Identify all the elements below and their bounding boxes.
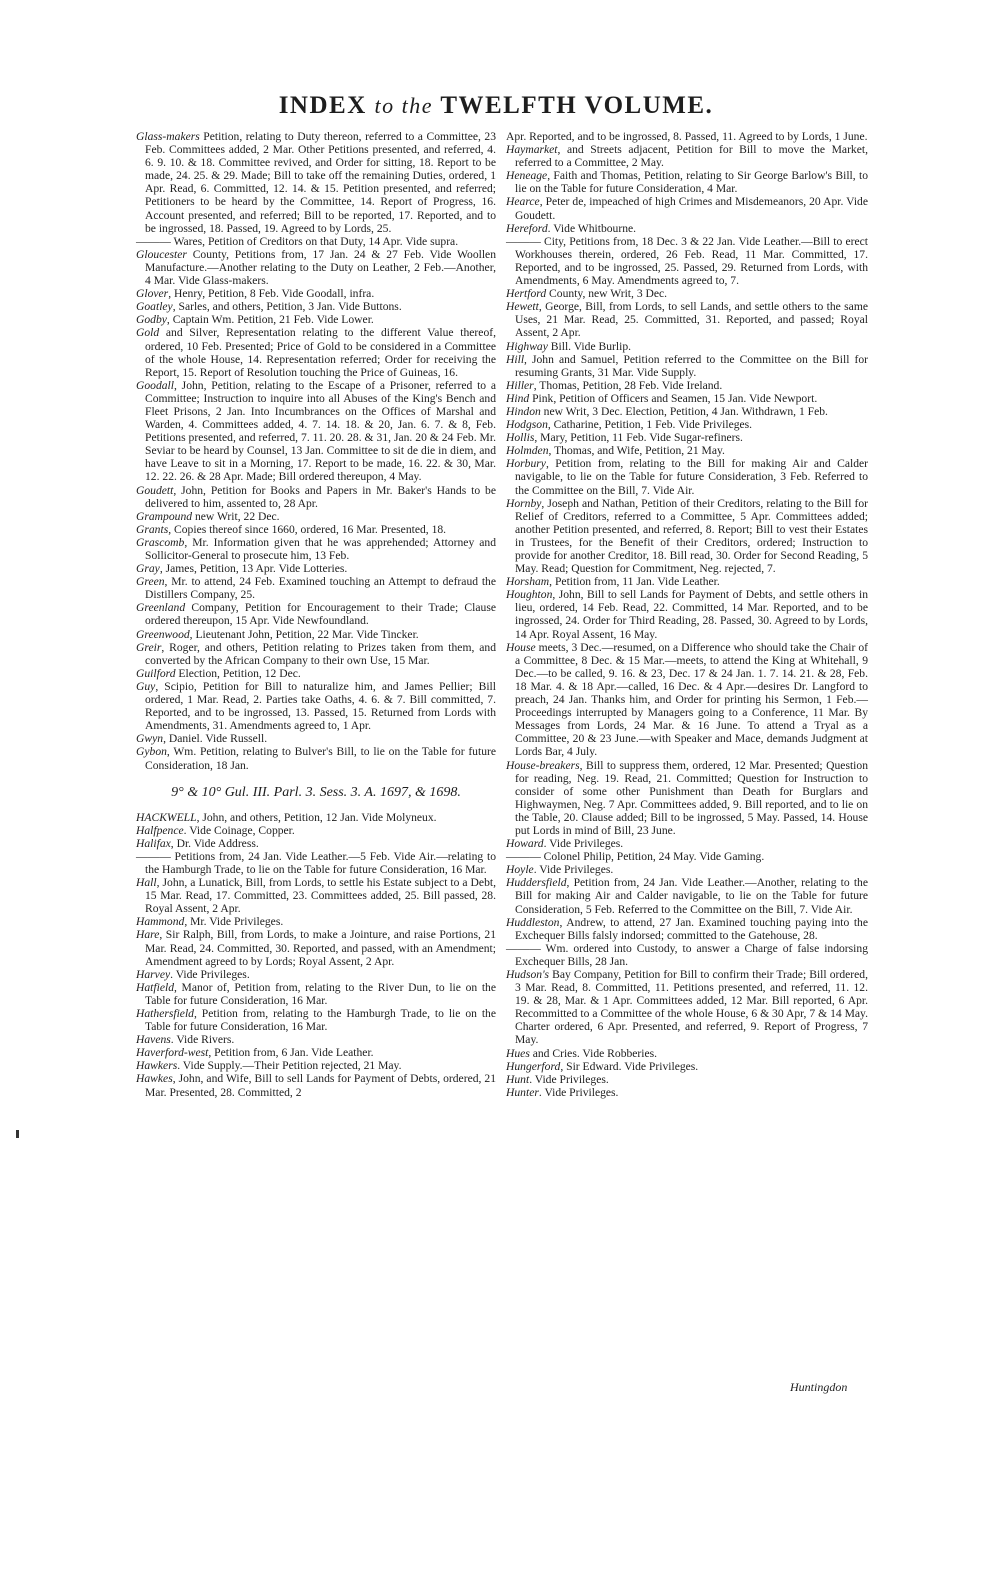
index-entry <box>506 222 868 235</box>
entry-headword: Hind <box>506 391 530 405</box>
entry-headword: Grascomb <box>136 535 185 549</box>
entry-text: Election, Petition, 12 Dec. <box>175 666 301 680</box>
entry-text: , James, Petition, 13 Apr. Vide Lotteries. <box>159 562 348 576</box>
entry-headword: Halifax <box>136 836 171 850</box>
entry-headword: Guilford <box>136 666 176 680</box>
entry-headword: Greir <box>136 640 162 654</box>
index-entry <box>136 130 496 235</box>
entry-text: , Wm. Petition, relating to Bulver's Bill, to lie on the Table for future Consideration, 18 Jan. <box>145 745 496 772</box>
index-entry <box>136 1046 496 1059</box>
entry-headword: Hathersfield <box>136 1007 194 1020</box>
entry-headword: Highway <box>506 339 548 353</box>
entry-text: , John, a Lunatick, Bill, from Lords, to settle his Estate subject to a Debt, 15 Mar. Read, 17. Committed, 23. Committees added, 25. Bill passed, 28. Royal Assent, 2 Apr. <box>145 876 496 916</box>
entries-h-right <box>506 130 868 1099</box>
index-entry <box>506 1073 868 1086</box>
index-entry <box>136 968 496 981</box>
index-entry <box>136 326 496 378</box>
entry-headword: Greenland <box>136 601 186 615</box>
entry-text: . Vide Coinage, Copper. <box>183 823 295 837</box>
entry-text: , and Streets adjacent, Petition for Bill to move the Market, referred to a Committee, 2 May. <box>515 143 868 170</box>
entry-headword: Hawkers <box>136 1059 178 1073</box>
index-entry <box>136 628 496 641</box>
entry-headword: Huddleston <box>506 915 560 929</box>
entry-headword: Havens <box>136 1033 171 1047</box>
entry-headword: Holmden <box>506 444 549 458</box>
index-entry <box>136 811 496 824</box>
entry-text: . Vide Supply.—Their Petition rejected, 21 May. <box>177 1059 402 1073</box>
margin-mark <box>16 1130 19 1138</box>
entry-text: ——— Petitions from, 24 Jan. Vide Leather.—5 Feb. Vide Air.—relating to the Hamburgh Trade, to lie on the Table for future Consideration, 16 Mar. <box>136 849 496 876</box>
entry-text: Petition, relating to Duty thereon, referred to a Committee, 23 Feb. Committees added, 2 Mar. Other Petitions presented, and referred, 4. 6. 9. 10. & 18. Committee revived, and Order for sitting, 18. Report to be made, 24. 25. & 29. Made; Bill to take off the remaining Duties, ordered, 1 Apr. Read, 6. Committed, 12. 14. & 15. Petition presented, and referred; Petitioners to be heard by the Committee, 14. Report of Progress, 16. Account presented, and referred; Bill to be reported, 17. Reported, and to be ingrossed, 18. Passed, 19. Agreed to by Lords, 25. <box>145 130 496 235</box>
entry-text: , Sir Ralph, Bill, from Lords, to make a Jointure, and raise Portions, 21 Mar. Read, 24. Committed, 30. Reported, and passed, with an Amendment; Amendment agreed to by Lords; Royal Assent, 2 Apr. <box>145 928 496 968</box>
index-entry <box>136 536 496 562</box>
index-entry <box>136 1059 496 1072</box>
index-entry <box>506 942 868 968</box>
index-entry <box>506 1060 868 1073</box>
entry-text: , George, Bill, from Lords, to sell Lands, and settle others to the same Uses, 21 Mar. Read, 25. Committed, 31. Reported, and passed; Royal Assent, 2 Apr. <box>515 300 868 340</box>
entry-headword: Hearce <box>506 195 540 209</box>
index-entry <box>506 916 868 942</box>
entry-text: new Writ, 22 Dec. <box>192 509 280 523</box>
entry-text: ——— Wares, Petition of Creditors on that Duty, 14 Apr. Vide supra. <box>136 234 459 248</box>
entry-headword: Grampound <box>136 509 193 523</box>
index-entry <box>136 1033 496 1046</box>
entry-text: . Vide Privileges. <box>543 837 624 851</box>
entry-text: County, new Writ, 3 Dec. <box>546 287 668 301</box>
entry-headword: Grants <box>136 522 169 536</box>
entry-text: , John, and others, Petition, 12 Jan. Vide Molyneux. <box>196 810 437 824</box>
entry-headword: Gybon <box>136 745 167 759</box>
entry-text: , Faith and Thomas, Petition, relating to Sir George Barlow's Bill, to lie on the Table for future Consideration, 4 Mar. <box>515 169 868 196</box>
entry-headword: Gwyn <box>136 732 164 746</box>
session-heading: 9° & 10° Gul. III. Parl. 3. Sess. 3. A. 1697, & 1698. <box>171 784 461 800</box>
header-mid: to the <box>374 93 434 118</box>
index-entry <box>136 1072 496 1098</box>
index-entry <box>136 300 496 313</box>
index-entry <box>506 300 868 339</box>
entry-text: . Vide Privileges. <box>170 967 250 981</box>
entry-text: new Writ, 3 Dec. Election, Petition, 4 Jan. Withdrawn, 1 Feb. <box>540 404 828 418</box>
entry-headword: Huddersfield <box>506 876 567 890</box>
entry-headword: Hodgson <box>506 418 548 432</box>
index-entry <box>136 510 496 523</box>
entry-text: , Scipio, Petition for Bill to naturalize him, and James Pellier; Bill ordered, 1 Mar. Read, 2. Parties take Oaths, 4. 6. & 7. Bill committed, 7. Reported, and to be ingrossed, 13. Passed, 15. Returned from Lords with Amendments, 31. Amendments agreed to, 1 Apr. <box>145 679 496 733</box>
header-prefix: INDEX <box>278 92 367 119</box>
entry-text: , Thomas, Petition, 28 Feb. Vide Ireland. <box>533 378 723 392</box>
index-entry <box>136 575 496 601</box>
entry-headword: Heneage <box>506 169 548 183</box>
entry-text: Bay Company, Petition for Bill to confirm their Trade; Bill ordered, 3 Mar. Read, 8. Committed, 11. Petitions presented, and referred, 11. 12. 19. & 28, Mar. & 1 Apr. Committees added, 12 Mar. Bill reported, 6 Apr. Recommitted to a Committee of the whole House, 6 & 30 Apr, 7 & 14 May. Charter ordered, 6 Apr. Presented, and referred, 9. Report of Progress, 7 May. <box>515 968 868 1047</box>
entry-headword: Goatley <box>136 300 173 314</box>
index-entry <box>136 981 496 1007</box>
entry-text: , Petition from, 6 Jan. Vide Leather. <box>208 1046 374 1060</box>
entry-text: ——— Wm. ordered into Custody, to answer a Charge of false indorsing Exchequer Bills, 28 Jan. <box>506 941 868 968</box>
entry-text: . Vide Privileges. <box>538 1085 619 1099</box>
index-entry <box>506 379 868 392</box>
index-entry <box>136 1007 496 1033</box>
entry-text: , Petition from, 11 Jan. Vide Leather. <box>549 575 720 589</box>
entry-text: , John, Petition, relating to the Escape of a Prisoner, referred to a Committee; Instruction to inquire into all Abuses of the King's Bench and Fleet Prisons, 2 Jan. Into Incumbrances on the Offices of Marshal and Warden, 4. Committees added, 4. 7. 14. 18. & 20, Jan. 6. 7. & 8, Feb. Petitions presented, and referred, 7. 11. 20. 28. & 31, Jan. 20 & 24 Feb. Mr. Seviar to be heard by Counsel, 13 Jan. Committee to sit de die in diem, and have Leave to sit in a Morning, 17. Report to be made, 16. 22. & 30, Mar. 12. 22. 26. & 28 Apr. Made; Bill ordered thereupon, 4 May. <box>145 378 496 484</box>
entry-text: and Silver, Representation relating to the different Value thereof, ordered, 10 Feb. Presented; Price of Gold to be considered in a Committee of the whole House, 14. Representation referred; Order for receiving the Report, 15. Report of Resolution touching the Price of Guineas, 16. <box>145 326 496 379</box>
entry-text: Pink, Petition of Officers and Seamen, 15 Jan. Vide Newport. <box>529 391 818 405</box>
entry-text: meets, 3 Dec.—resumed, on a Difference who should take the Chair of a Committee, 8 Dec. & 15 Mar.—meets, to attend the King at Whitehall, 9 Dec.—to be called, 9. 16. & 23, Dec. 17 & 24 Jan. 1. 7. 14. 21. & 28, Feb. 18 Mar. 4. & 18 Apr.—called, 16 Dec. & 4 Apr.—desires Dr. Langford to preach, 24 Jan. Thanks him, and Order for printing his Sermon, 1 Feb.—Proceedings interrupted by Managers going to a Conference, 11 Mar. By Messages from Lords, 24 Mar. & 16 June. To attend a Tryal as a Committee, 20 & 23 June.—with Speaker and Mace, demands Judgment at Lords Bar, 4 July. <box>515 640 868 759</box>
entry-headword: Godby <box>136 313 167 327</box>
entry-text: , Mr. Vide Privileges. <box>184 915 284 929</box>
entry-headword: Goodall <box>136 378 175 392</box>
entry-text: , Petition from, relating to the Hamburgh Trade, to lie on the Table for future Consideration, 16 Mar. <box>145 1007 496 1034</box>
index-entry <box>136 601 496 627</box>
entry-text: , Mr. Information given that he was apprehended; Attorney and Sollicitor-General to prosecute him, 13 Feb. <box>145 535 496 562</box>
entry-text: . Vide Whitbourne. <box>547 221 637 235</box>
entry-headword: Guy <box>136 679 156 693</box>
entry-text: Apr. Reported, and to be ingrossed, 8. Passed, 11. Agreed to by Lords, 1 June. <box>506 130 868 143</box>
entry-text: , John and Samuel, Petition referred to the Committee on the Bill for resuming Grants, 31 Mar. Vide Supply. <box>515 352 868 379</box>
index-entry <box>506 392 868 405</box>
entry-text: , Copies thereof since 1660, ordered, 16 Mar. Presented, 18. <box>168 522 447 536</box>
entry-text: , Roger, and others, Petition relating to Prizes taken from them, and converted by the African Company to their own Use, 15 Mar. <box>145 640 496 667</box>
index-entry <box>506 444 868 457</box>
index-entry <box>506 863 868 876</box>
entry-headword: Glover <box>136 287 169 301</box>
entry-headword: Howard <box>506 837 544 851</box>
entry-headword: Hudson's <box>506 968 550 981</box>
index-entry <box>506 1086 868 1099</box>
entry-text: . Vide Privileges. <box>529 1072 609 1086</box>
entry-headword: Hiller <box>506 378 534 392</box>
entry-headword: Hewett <box>506 300 539 314</box>
entry-text: , Petition from, relating to the Bill for making Air and Calder navigable, to lie on the Table for future Consideration, 3 Feb. Referred to the Committee on the Bill, 7. Vide Air. <box>515 457 868 497</box>
entries-h-left <box>136 811 496 1099</box>
entry-headword: Hammond <box>136 915 185 929</box>
entry-text: . Vide Privileges. <box>533 863 614 877</box>
entry-text: , Daniel. Vide Russell. <box>163 732 268 746</box>
entry-headword: Green <box>136 575 165 589</box>
entry-headword: Haymarket <box>506 143 558 157</box>
entry-headword: Halfpence <box>136 823 184 837</box>
index-entry <box>506 195 868 221</box>
index-entry <box>506 287 868 300</box>
entry-headword: Hall <box>136 876 157 890</box>
entry-headword: House-breakers <box>506 758 580 772</box>
entry-text: , Bill to suppress them, ordered, 12 Mar. Presented; Question for reading, Neg. 19. Read, 21. Committed; Question for Instruction to consider of some other Punishment than Death for Burglars and Highwaymen, Neg. 7 Apr. Committees added, 9. Bill reported, and to lie on the Table, 20. Clause added; Bill to be ingrossed, 5 May. Passed, 14. House put Lords in mind of Bill, 23 June. <box>515 758 868 837</box>
entry-text: ——— Colonel Philip, Petition, 24 May. Vide Gaming. <box>506 850 765 864</box>
page-header <box>0 92 992 120</box>
index-entry <box>506 143 868 169</box>
index-entry <box>506 850 868 863</box>
index-entry <box>136 680 496 732</box>
entry-headword: Horbury <box>506 457 546 471</box>
entry-headword: Gold <box>136 326 160 340</box>
index-entry <box>136 876 496 915</box>
entry-headword: Gray <box>136 562 160 576</box>
entry-headword: Greenwood <box>136 627 190 641</box>
catchword: Huntingdon <box>790 1380 848 1394</box>
entry-headword: Harvey <box>136 967 171 981</box>
index-entry <box>136 248 496 287</box>
index-entry <box>136 850 496 876</box>
index-entry <box>506 130 868 143</box>
index-entry <box>136 287 496 300</box>
entry-text: , Sir Edward. Vide Privileges. <box>560 1059 699 1073</box>
index-entry <box>136 484 496 510</box>
index-entry <box>506 235 868 287</box>
index-entry <box>506 1047 868 1060</box>
entry-text: , John, Bill to sell Lands for Payment of Debts, and settle others in lieu, ordered, 14 Feb. Read, 22. Committed, 14 Mar. Reported, and to be ingrossed, 24. Order for Third Reading, 28. Passed, 30. Agreed to by Lords, 14 Apr. Royal Assent, 16 May. <box>515 588 868 641</box>
index-entry <box>136 837 496 850</box>
entry-headword: Hill <box>506 352 525 366</box>
entry-headword: Hollis <box>506 431 535 445</box>
entry-headword: Hornby <box>506 496 542 510</box>
index-entry <box>506 759 868 838</box>
entry-headword: Hawkes <box>136 1072 173 1086</box>
entry-headword: Hunt <box>506 1072 530 1086</box>
entry-text: , John, Petition for Books and Papers in Mr. Baker's Hands to be delivered to him, assented to, 28 Apr. <box>145 483 496 510</box>
index-entry <box>506 968 868 1047</box>
entry-text: , Thomas, and Wife, Petition, 21 May. <box>548 444 725 458</box>
entry-headword: Hertford <box>506 287 547 301</box>
entry-text: , Joseph and Nathan, Petition of their Creditors, relating to the Bill for Relief of Creditors, referred to a Committee, 5 Apr. Committees added; another Petition presented, and referred, 8. Report; Bill to vest their Estates in Trustees, for the Benefit of their Creditors, ordered; Instruction to provide for another Creditor, 18. Bill read, 30. Order for Second Reading, 5 May. Read; Question for Commitment, Neg. rejected, 7. <box>515 496 868 576</box>
entry-headword: Hare <box>136 928 160 942</box>
entry-text: , John, and Wife, Bill to sell Lands for Payment of Debts, ordered, 21 Mar. Presented, 28. Committed, 2 <box>145 1072 496 1099</box>
index-entry <box>136 379 496 484</box>
entry-headword: House <box>506 640 536 654</box>
index-entry <box>506 353 868 379</box>
entry-text: , Captain Wm. Petition, 21 Feb. Vide Lower. <box>166 313 374 327</box>
index-entry <box>506 837 868 850</box>
index-entry <box>136 235 496 248</box>
entry-headword: Haverford-west <box>136 1046 209 1060</box>
entries-g <box>136 130 496 772</box>
index-entry <box>136 824 496 837</box>
entry-text: , Peter de, impeached of high Crimes and Misdemeanors, 20 Apr. Vide Goudett. <box>515 195 868 222</box>
entry-text: and Cries. Vide Robberies. <box>529 1046 658 1060</box>
entry-headword: Houghton <box>506 588 553 602</box>
entry-text: . Vide Rivers. <box>170 1033 235 1047</box>
index-entry <box>136 915 496 928</box>
right-column <box>506 130 868 1099</box>
entry-text: , Mary, Petition, 11 Feb. Vide Sugar-refiners. <box>534 431 743 445</box>
entry-headword: Hunter <box>506 1085 539 1099</box>
index-entry <box>136 667 496 680</box>
entry-headword: Hungerford <box>506 1059 561 1073</box>
entry-headword: HACKWELL <box>136 810 197 824</box>
index-entry <box>506 575 868 588</box>
entry-headword: Gloucester <box>136 247 187 261</box>
entry-headword: Hereford <box>506 221 548 235</box>
entry-headword: Hues <box>506 1046 530 1060</box>
index-entry <box>506 876 868 915</box>
index-entry <box>136 523 496 536</box>
entry-text: , Henry, Petition, 8 Feb. Vide Goodall, infra. <box>168 287 375 301</box>
entry-text: County, Petitions from, 17 Jan. 24 & 27 Feb. Vide Woollen Manufacture.—Another relating to the Duty on Leather, 2 Feb.—Another, 4 Mar. Vide Glass-makers. <box>145 247 496 288</box>
entry-text: , Dr. Vide Address. <box>170 836 259 850</box>
index-entry <box>506 169 868 195</box>
entry-text: Company, Petition for Encouragement to their Trade; Clause ordered thereupon, 15 Apr. Vide Newfoundland. <box>145 601 496 628</box>
index-entry <box>136 641 496 667</box>
entry-headword: Hindon <box>506 404 541 418</box>
index-entry <box>136 732 496 745</box>
index-entry <box>506 588 868 640</box>
entry-headword: Glass-makers <box>136 130 200 143</box>
index-entry <box>136 745 496 771</box>
entry-text: , Manor of, Petition from, relating to the River Dun, to lie on the Table for future Consideration, 16 Mar. <box>145 980 496 1007</box>
entry-text: , Lieutenant John, Petition, 22 Mar. Vide Tincker. <box>189 627 419 641</box>
entry-text: , Catharine, Petition, 1 Feb. Vide Privileges. <box>547 418 753 432</box>
entry-text: , Andrew, to attend, 27 Jan. Examined touching paying into the Exchequer Bills falsly indorsed; committed to the Gatehouse, 28. <box>515 915 868 942</box>
left-column <box>136 130 496 1099</box>
entry-text: , Petition from, 24 Jan. Vide Leather.—Another, relating to the Bill for making Air and Calder navigable, to lie on the Table for future Consideration, 5 Feb. Referred to the Committee on the Bill, 7. Vide Air. <box>515 876 868 916</box>
index-entry <box>506 418 868 431</box>
entry-text: ——— City, Petitions from, 18 Dec. 3 & 22 Jan. Vide Leather.—Bill to erect Workhouses therein, ordered, 26 Feb. Read, 11 Mar. Committed, 17. Reported, and to be ingrossed, 25. Passed, 29. Returned from Lords, with Amendments, 6 May. Amendments agreed to, 7. <box>506 234 868 288</box>
entry-headword: Hatfield <box>136 980 174 994</box>
index-entry <box>136 562 496 575</box>
index-entry <box>506 340 868 353</box>
entry-headword: Goudett <box>136 483 174 497</box>
index-entry <box>506 431 868 444</box>
entry-headword: Hoyle <box>506 863 534 877</box>
index-entry <box>136 928 496 967</box>
index-entry <box>506 497 868 576</box>
entry-text: , Sarles, and others, Petition, 3 Jan. Vide Buttons. <box>172 300 402 314</box>
index-entry <box>506 405 868 418</box>
header-suffix: TWELFTH VOLUME. <box>440 92 714 119</box>
index-entry <box>136 313 496 326</box>
index-entry <box>506 457 868 496</box>
entry-text: , Mr. to attend, 24 Feb. Examined touching an Attempt to defraud the Distillers Company, 25. <box>145 575 496 602</box>
entry-headword: Horsham <box>506 575 550 589</box>
index-entry <box>506 641 868 759</box>
entry-text: Bill. Vide Burlip. <box>547 339 632 353</box>
